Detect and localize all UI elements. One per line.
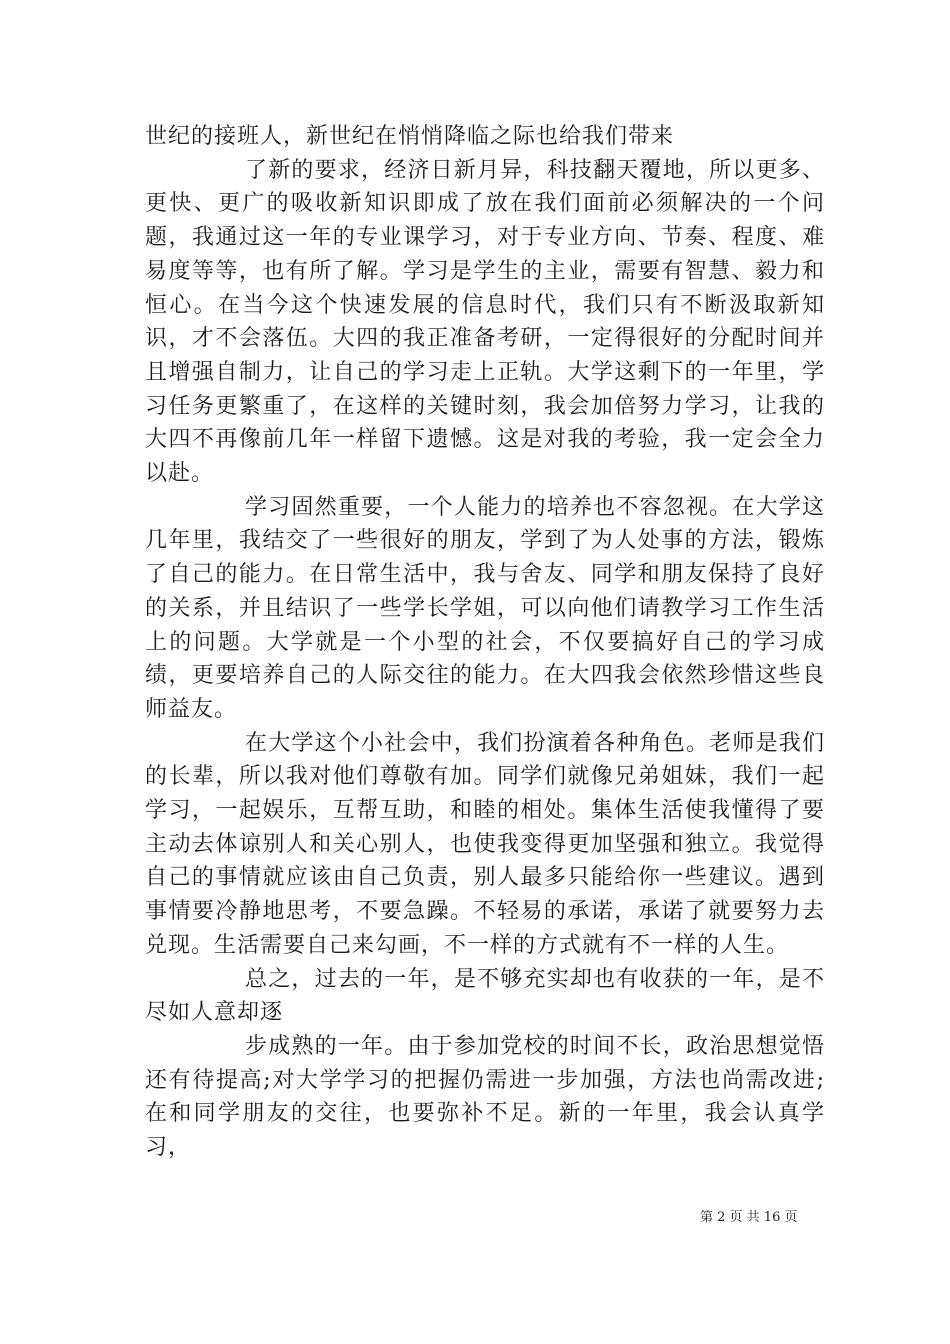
page-number: 第 2 页 共 16 页: [700, 1210, 798, 1225]
document-body: [145, 120, 825, 1165]
paragraph: 在大学这个小社会中，我们扮演着各种角色。老师是我们的长辈，所以我对他们尊敬有加。同学们就像兄弟姐妹，我们一起学习，一起娱乐，互帮互助，和睦的相处。集体生活使我懂得了要主动去体谅别人和关心别人，也使我变得更加坚强和独立。我觉得自己的事情就应该由自己负责，别人最多只能给你一些建议。遇到事情要冷静地思考，不要急躁。不轻易的承诺，承诺了就要努力去兑现。生活需要自己来勾画，不一样的方式就有不一样的人生。: [145, 730, 825, 958]
paragraph: 学习固然重要，一个人能力的培养也不容忽视。在大学这几年里，我结交了一些很好的朋友，学到了为人处事的方法，锻炼了自己的能力。在日常生活中，我与舍友、同学和朋友保持了良好的关系，并且结识了一些学长学姐，可以向他们请教学习工作生活上的问题。大学就是一个小型的社会，不仅要搞好自己的学习成绩，更要培养自己的人际交往的能力。在大四我会依然珍惜这些良师益友。: [145, 494, 825, 722]
paragraph: 了新的要求，经济日新月异，科技翻天覆地，所以更多、更快、更广的吸收新知识即成了放在我们面前必须解决的一个问题，我通过这一年的专业课学习，对于专业方向、节奏、程度、难易度等等，也有所了解。学习是学生的主业，需要有智慧、毅力和恒心。在当今这个快速发展的信息时代，我们只有不断汲取新知识，才不会落伍。大四的我正准备考研，一定得很好的分配时间并且增强自制力，让自己的学习走上正轨。大学这剩下的一年里，学习任务更繁重了，在这样的关键时刻，我会加倍努力学习，让我的大四不再像前几年一样留下遗憾。这是对我的考验，我一定会全力以赴。: [145, 157, 825, 487]
paragraph: 总之，过去的一年，是不够充实却也有收获的一年，是不尽如人意却逐: [145, 966, 825, 1026]
paragraph: 世纪的接班人，新世纪在悄悄降临之际也给我们带来: [145, 124, 675, 149]
paragraph: 步成熟的一年。由于参加党校的时间不长，政治思想觉悟还有待提高;对大学学习的把握仍需进一步加强，方法也尚需改进;在和同学朋友的交往，也要弥补不足。新的一年里，我会认真学习，: [145, 1033, 825, 1161]
